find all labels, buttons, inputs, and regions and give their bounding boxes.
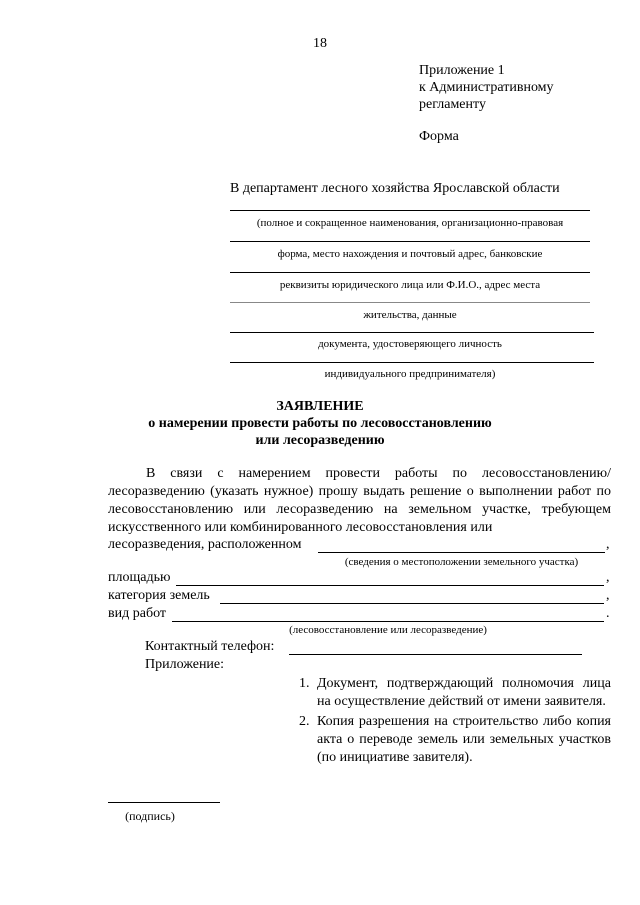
applicant-line-1 xyxy=(230,210,590,211)
appendix-line-2: к Административному xyxy=(419,80,554,95)
location-caption: (сведения о местоположении земельного участка) xyxy=(344,556,579,568)
body-paragraph: В связи с намерением провести работы по лесовосстановлению/ лесоразведению (указать нужное) прошу выдать решение о выполнении работ по лесовосстановлению или лесоразведению на земельном участке, требующем искусственного или комбинированного лесовосстановления или xyxy=(108,466,611,535)
location-label: лесоразведения, расположенном xyxy=(108,537,302,552)
applicant-caption-6: индивидуального предпринимателя) xyxy=(324,368,496,380)
work-type-field[interactable] xyxy=(172,605,604,622)
title-line-1: ЗАЯВЛЕНИЕ xyxy=(276,399,364,414)
title-line-3: или лесоразведению xyxy=(255,433,385,448)
applicant-line-2 xyxy=(230,241,590,242)
applicant-caption-2: форма, место нахождения и почтовый адрес, банковские xyxy=(277,248,543,260)
applicant-caption-4: жительства, данные xyxy=(363,309,457,321)
appendix-line-3: регламенту xyxy=(419,97,486,112)
applicant-caption-3: реквизиты юридического лица или Ф.И.О., адрес места xyxy=(279,279,541,291)
area-end: , xyxy=(606,570,610,585)
applicant-caption-5: документа, удостоверяющего личность xyxy=(318,338,502,350)
phone-field[interactable] xyxy=(289,638,582,655)
signature-caption: (подпись) xyxy=(125,809,175,823)
phone-label: Контактный телефон: xyxy=(145,639,275,654)
attachment-item-1-number: 1. xyxy=(299,676,310,691)
land-category-end: , xyxy=(606,588,610,603)
applicant-line-3 xyxy=(230,272,590,273)
signature-line[interactable] xyxy=(108,802,220,803)
work-type-label: вид работ xyxy=(108,606,166,621)
applicant-line-5 xyxy=(230,332,594,333)
attachment-item-1-text: Документ, подтверждающий полномочия лица на осуществление действий от имени заявителя. xyxy=(317,676,611,709)
applicant-caption-1: (полное и сокращенное наименования, организационно-правовая xyxy=(256,217,564,229)
appendix-header xyxy=(419,62,554,113)
applicant-line-6 xyxy=(230,362,594,363)
area-label: площадью xyxy=(108,570,171,585)
title-line-2: о намерении провести работы по лесовосстановлению xyxy=(148,416,492,431)
attachment-label: Приложение: xyxy=(145,657,225,672)
location-end: , xyxy=(606,537,610,552)
location-field[interactable] xyxy=(318,536,605,553)
land-category-label: категория земель xyxy=(108,588,210,603)
attachment-item-1 xyxy=(299,675,611,711)
appendix-line-1: Приложение 1 xyxy=(419,63,505,78)
attachment-list xyxy=(299,675,611,767)
document-title xyxy=(0,398,640,449)
page-number: 18 xyxy=(313,36,327,51)
work-type-end: . xyxy=(606,606,610,621)
area-field[interactable] xyxy=(176,569,604,586)
work-type-caption: (лесовосстановление или лесоразведение) xyxy=(289,624,487,636)
form-label: Форма xyxy=(419,129,459,144)
applicant-line-4 xyxy=(230,302,590,303)
land-category-field[interactable] xyxy=(220,587,604,604)
attachment-item-2-text: Копия разрешения на строительство либо копия акта о переводе земель или земельных участков (по инициативе завителя). xyxy=(317,714,611,765)
attachment-item-2 xyxy=(299,713,611,767)
addressee: В департамент лесного хозяйства Ярославской области xyxy=(230,181,560,196)
attachment-item-2-number: 2. xyxy=(299,714,310,729)
